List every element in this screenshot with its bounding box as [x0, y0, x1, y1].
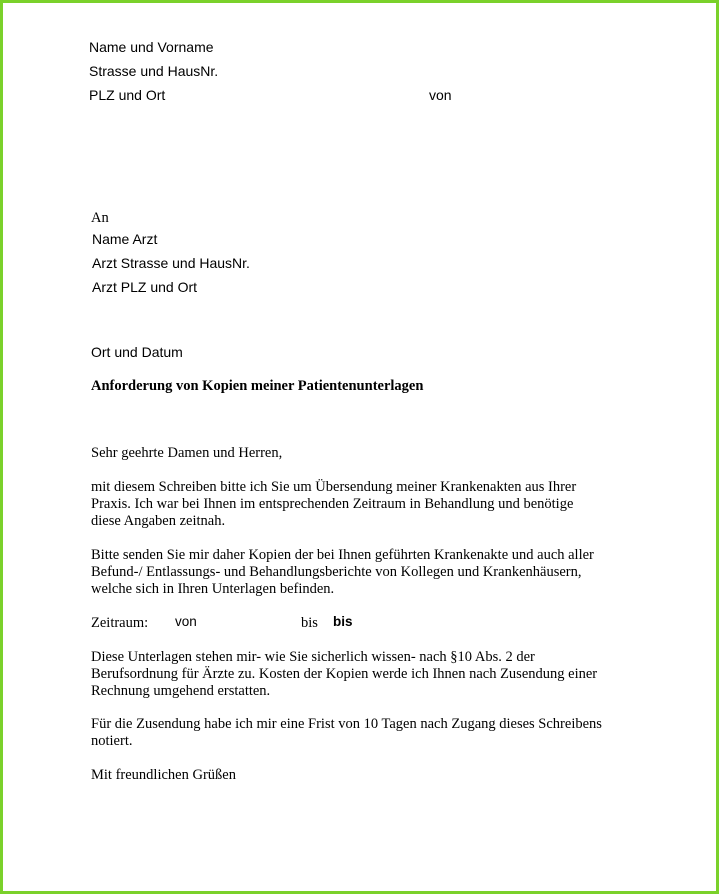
paragraph-line: Befund-/ Entlassungs- und Behandlungsberichte von Kollegen und Krankenhäusern, — [91, 564, 582, 580]
period-label: Zeitraum: — [91, 615, 149, 631]
paragraph-line: diese Angaben zeitnah. — [91, 513, 226, 529]
paragraph-legal — [91, 649, 651, 700]
sender-street: Strasse und HausNr. — [89, 63, 219, 79]
subject-line: Anforderung von Kopien meiner Patientenunterlagen — [91, 378, 424, 394]
recipient-to-label: An — [91, 210, 109, 226]
recipient-street: Arzt Strasse und HausNr. — [92, 255, 250, 271]
sender-name: Name und Vorname — [89, 39, 214, 55]
paragraph-request — [91, 479, 651, 530]
period-from-value: von — [175, 614, 197, 629]
place-date: Ort und Datum — [91, 344, 183, 360]
paragraph-line: Berufsordnung für Ärzte zu. Kosten der Kopien werde ich Ihnen nach Zusendung einer — [91, 666, 598, 682]
paragraph-line: notiert. — [91, 733, 133, 749]
paragraph-line: Praxis. Ich war bei Ihnen im entsprechenden Zeitraum in Behandlung und benötige — [91, 496, 574, 512]
recipient-name: Name Arzt — [92, 231, 158, 247]
period-to-value: bis — [333, 614, 353, 629]
paragraph-line: welche sich in Ihren Unterlagen befinden. — [91, 581, 335, 597]
recipient-city: Arzt PLZ und Ort — [92, 279, 198, 295]
paragraph-deadline — [91, 716, 651, 750]
paragraph-line: Für die Zusendung habe ich mir eine Frist von 10 Tagen nach Zugang dieses Schreibens — [91, 716, 602, 732]
sender-from-label: von — [429, 87, 452, 103]
closing: Mit freundlichen Grüßen — [91, 767, 236, 783]
period-to-label: bis — [301, 615, 318, 631]
paragraph-line: mit diesem Schreiben bitte ich Sie um Übersendung meiner Krankenakten aus Ihrer — [91, 479, 577, 495]
sender-city: PLZ und Ort — [89, 87, 166, 103]
paragraph-line: Rechnung umgehend erstatten. — [91, 683, 271, 699]
paragraph-copies — [91, 547, 651, 598]
paragraph-line: Diese Unterlagen stehen mir- wie Sie sicherlich wissen- nach §10 Abs. 2 der — [91, 649, 535, 665]
salutation: Sehr geehrte Damen und Herren, — [91, 445, 283, 461]
paragraph-line: Bitte senden Sie mir daher Kopien der bei Ihnen geführten Krankenakte und auch aller — [91, 547, 594, 563]
